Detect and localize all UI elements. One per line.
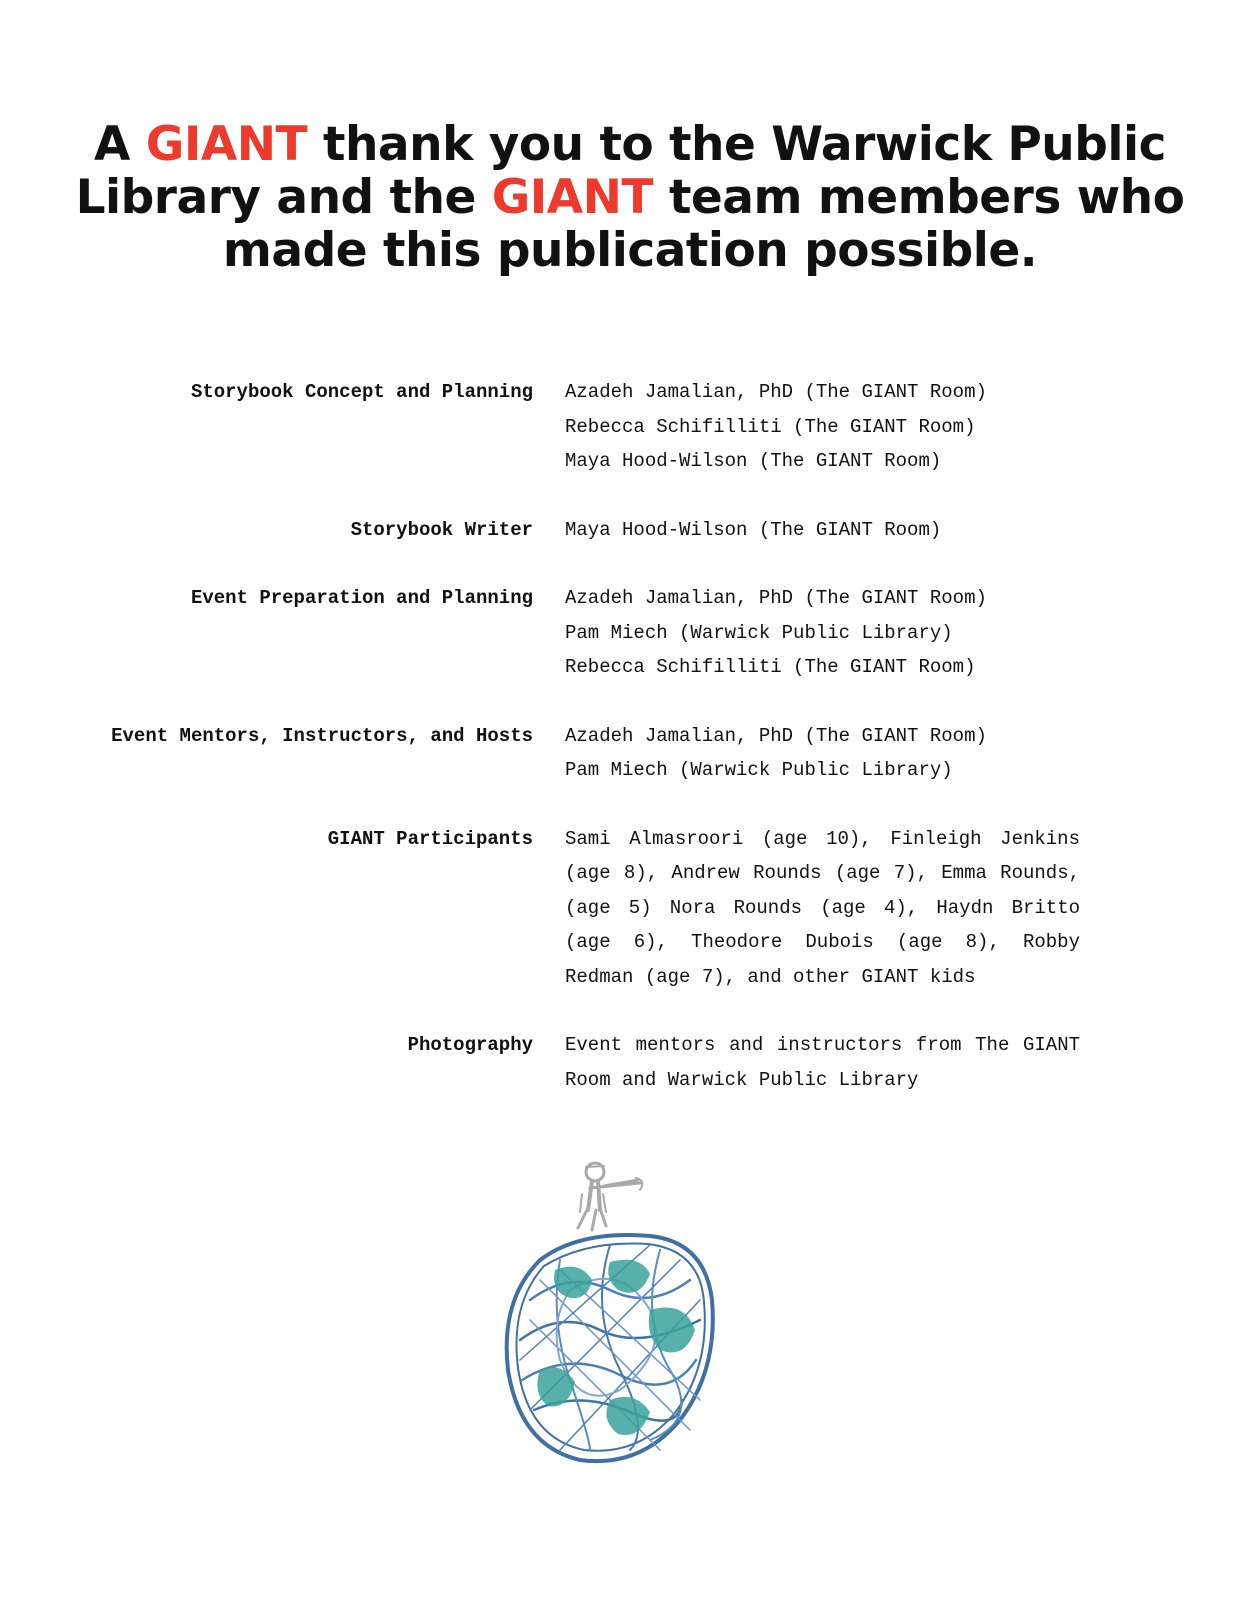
credit-names [565,513,1080,548]
credits-list [0,375,1260,1131]
credit-role: Event Mentors, Instructors, and Hosts [111,724,533,747]
credit-name: Rebecca Schifilliti (The GIANT Room) [565,656,976,678]
credit-paragraph: Sami Almasroori (age 10), Finleigh Jenkins (age 8), Andrew Rounds (age 7), Emma Rounds, (age 5) Nora Rounds (age 4), Haydn Britto (age 6), Theodore Dubois (age 8), Robby Redman (age 7), and other GIANT kids [565,827,1080,988]
credit-name: Pam Miech (Warwick Public Library) [565,759,953,781]
credit-row-participants [0,822,1260,995]
headline-accent-giant-2: GIANT [491,170,654,225]
thank-you-headline [60,118,1200,277]
credit-row-concept-planning [0,375,1260,479]
credit-names [565,581,1080,685]
credit-name: Rebecca Schifilliti (The GIANT Room) [565,415,976,438]
headline-part-2: thank you to the Warwick Public Library and the [75,117,1166,225]
credit-paragraph: Event mentors and instructors from The GIANT Room and Warwick Public Library [565,1034,1080,1091]
credit-row-event-preparation [0,581,1260,685]
credit-role: GIANT Participants [327,827,533,850]
credit-row-photography [0,1028,1260,1097]
globe-drawing-icon [500,1150,740,1480]
credit-names [565,375,1080,479]
headline-part-3: team members who made this publication possible. [222,170,1185,278]
credit-role: Storybook Concept and Planning [190,381,533,403]
credit-name: Azadeh Jamalian, PhD (The GIANT Room) [565,724,987,747]
figure-drawing [578,1163,642,1230]
credit-name: Azadeh Jamalian, PhD (The GIANT Room) [565,587,987,609]
credit-role: Photography [407,1034,533,1056]
credit-row-event-mentors [0,719,1260,788]
credit-name: Maya Hood-Wilson (The GIANT Room) [565,518,942,541]
credit-row-writer [0,513,1260,548]
credit-name: Maya Hood-Wilson (The GIANT Room) [565,450,942,472]
credit-name: Azadeh Jamalian, PhD (The GIANT Room) [565,381,987,403]
credit-names [565,719,1080,788]
headline-accent-giant-1: GIANT [145,117,308,172]
credit-role: Event Preparation and Planning [190,587,533,609]
credit-name: Pam Miech (Warwick Public Library) [565,621,953,644]
headline-part-1: A [94,117,146,172]
credit-role: Storybook Writer [350,518,533,541]
